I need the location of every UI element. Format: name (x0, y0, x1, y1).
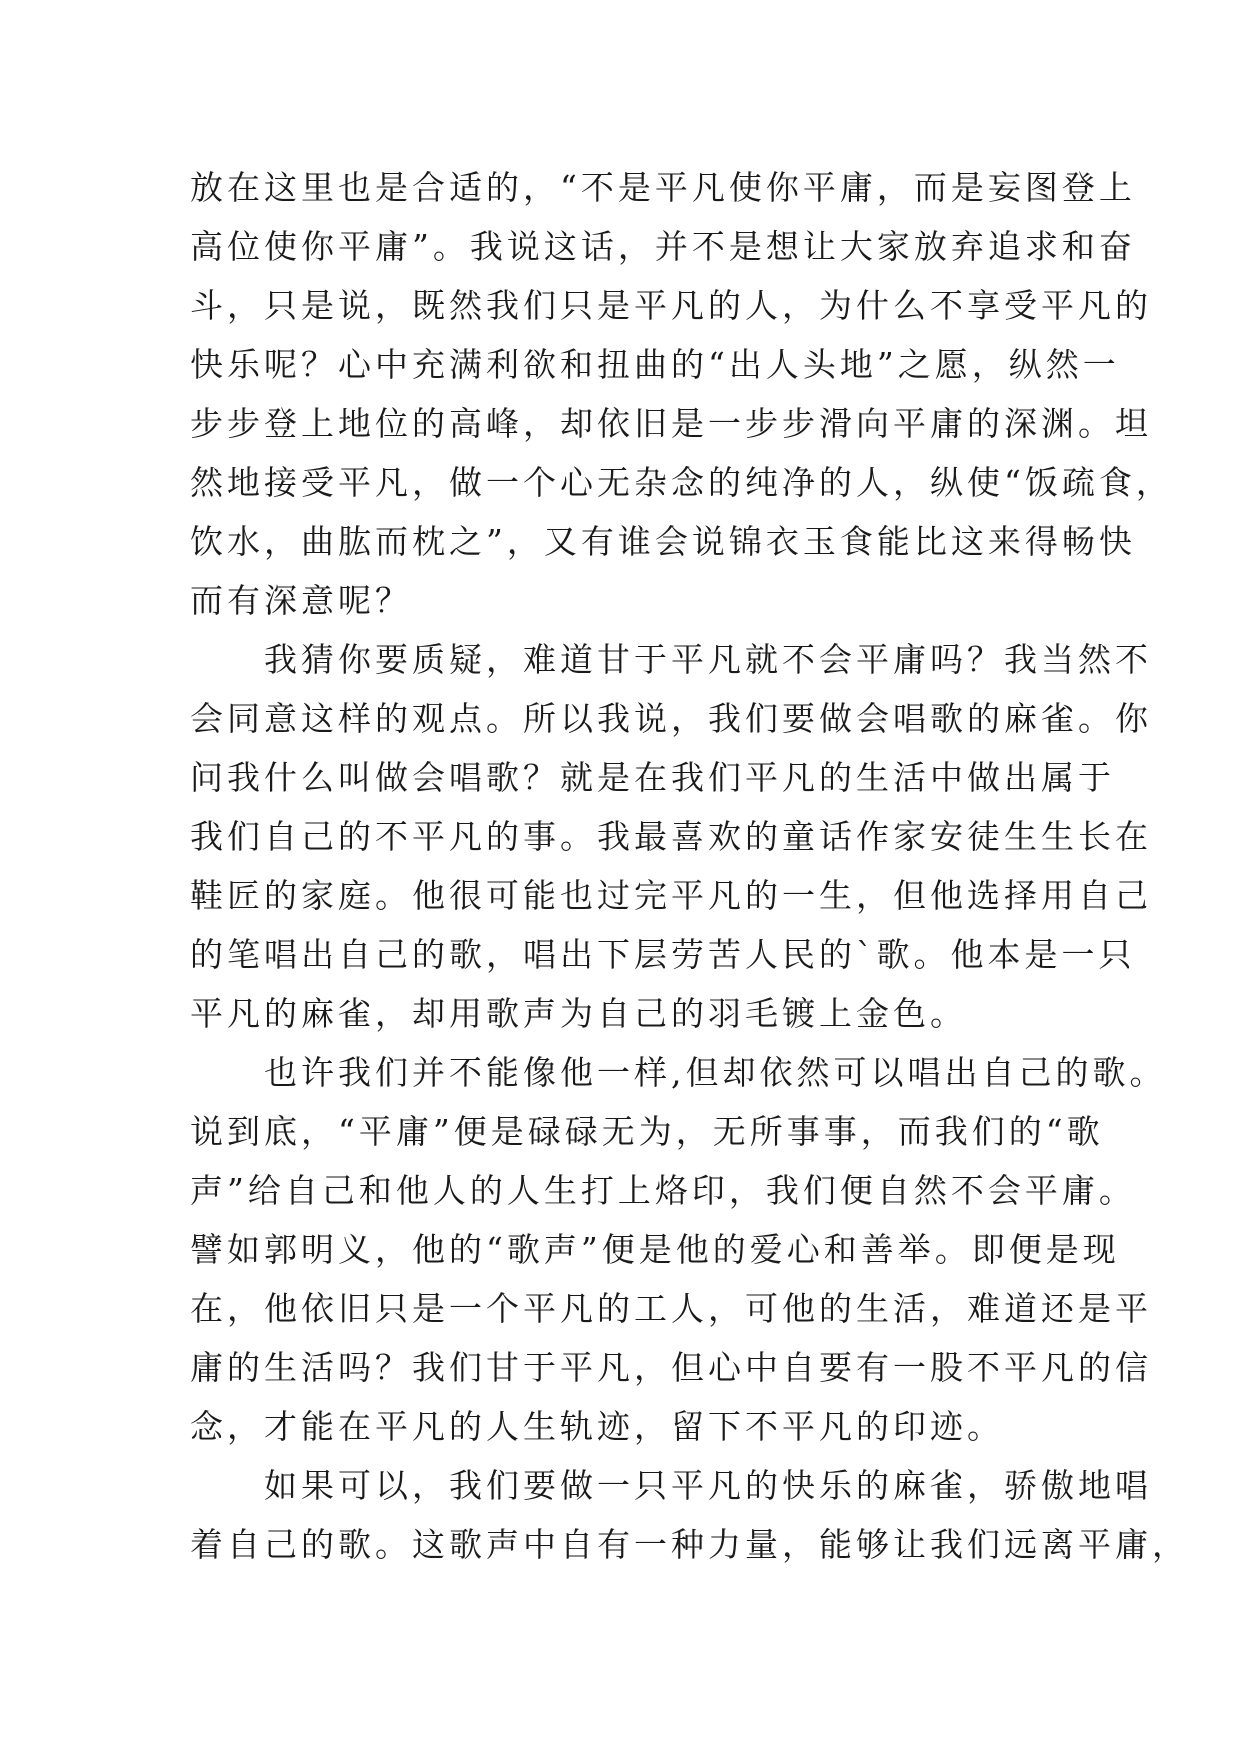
text-line: 鞋匠的家庭。他很可能也过完平凡的一生，但他选择用自己 (190, 876, 1152, 915)
paragraph-3 (190, 1043, 1167, 1456)
text-line: 而有深意呢？ (190, 581, 412, 620)
text-line: 斗，只是说，既然我们只是平凡的人，为什么不享受平凡的 (190, 286, 1152, 325)
paragraph-4 (190, 1456, 1189, 1574)
text-line: 庸的生活吗？我们甘于平凡，但心中自要有一股不平凡的信 (190, 1348, 1152, 1387)
text-line: 在，他依旧只是一个平凡的工人，可他的生活，难道还是平 (190, 1289, 1152, 1328)
text-line: 平凡的麻雀，却用歌声为自己的羽毛镀上金色。 (190, 994, 967, 1033)
text-line: 也许我们并不能像他一样,但却依然可以唱出自己的歌。 (264, 1053, 1167, 1092)
text-line: 我们自己的不平凡的事。我最喜欢的童话作家安徒生生长在 (190, 817, 1152, 856)
text-line: 着自己的歌。这歌声中自有一种力量，能够让我们远离平庸， (190, 1525, 1189, 1564)
text-line: 声”给自己和他人的人生打上烙印，我们便自然不会平庸。 (190, 1171, 1136, 1210)
text-line: 我猜你要质疑，难道甘于平凡就不会平庸吗？我当然不 (264, 640, 1152, 679)
paragraph-2 (190, 630, 1152, 1043)
text-line: 高位使你平庸”。我说这话，并不是想让大家放弃追求和奋 (190, 227, 1136, 266)
text-line: 如果可以，我们要做一只平凡的快乐的麻雀，骄傲地唱 (264, 1466, 1152, 1505)
text-line: 譬如郭明义，他的“歌声”便是他的爱心和善举。即便是现 (190, 1230, 1120, 1269)
text-line: 说到底，“平庸”便是碌碌无为，无所事事，而我们的“歌 (190, 1112, 1104, 1151)
essay-body (190, 158, 1189, 1574)
text-line: 步步登上地位的高峰，却依旧是一步步滑向平庸的深渊。坦 (190, 404, 1152, 443)
text-line: 饮水，曲肱而枕之”，又有谁会说锦衣玉食能比这来得畅快 (190, 522, 1136, 561)
text-line: 放在这里也是合适的，“不是平凡使你平庸，而是妄图登上 (190, 168, 1136, 207)
text-line: 然地接受平凡，做一个心无杂念的纯净的人，纵使“饭疏食， (190, 463, 1173, 502)
paragraph-1 (190, 158, 1173, 630)
text-line: 问我什么叫做会唱歌？就是在我们平凡的生活中做出属于 (190, 758, 1115, 797)
text-line: 的笔唱出自己的歌，唱出下层劳苦人民的`歌。他本是一只 (190, 935, 1136, 974)
text-line: 念，才能在平凡的人生轨迹，留下不平凡的印迹。 (190, 1407, 1004, 1446)
text-line: 会同意这样的观点。所以我说，我们要做会唱歌的麻雀。你 (190, 699, 1152, 738)
text-line: 快乐呢？心中充满利欲和扭曲的“出人头地”之愿，纵然一 (190, 345, 1120, 384)
